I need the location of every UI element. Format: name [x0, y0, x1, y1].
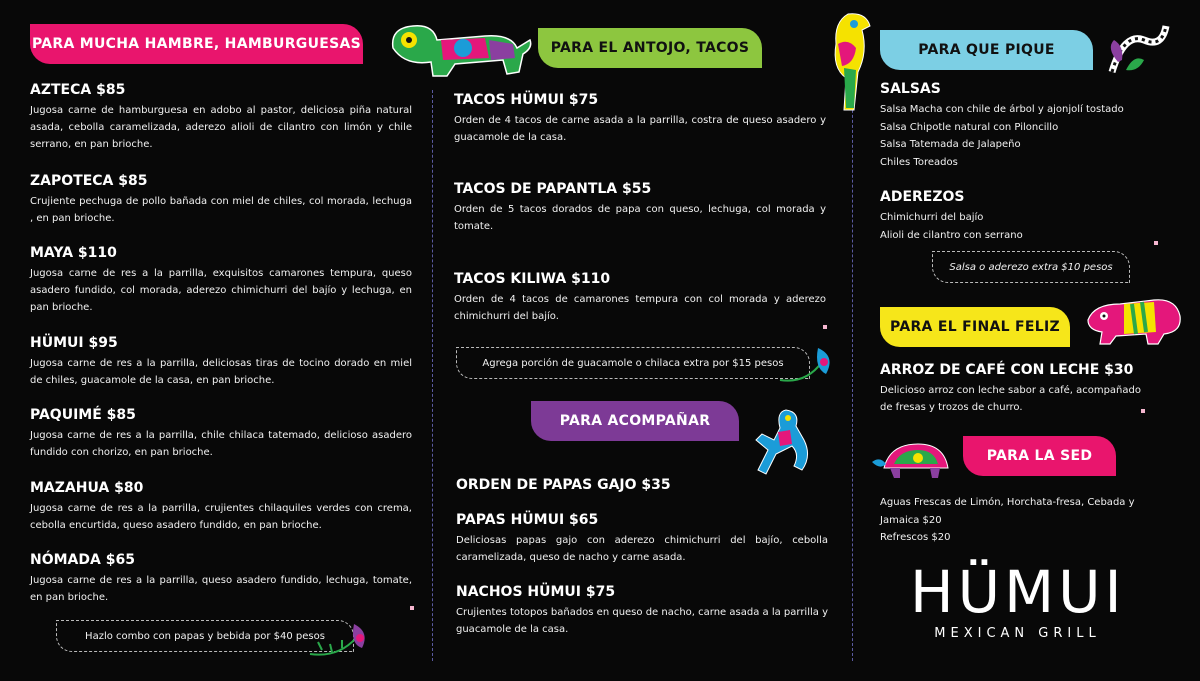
item-desc: Deliciosas papas gajo con aderezo chimichurri del bajío, cebolla caramelizada, queso de nacho y carne asada.	[456, 535, 828, 563]
bebidas-section	[880, 494, 1160, 547]
guac-note: Agrega porción de guacamole o chilaca extra por $15 pesos	[456, 347, 810, 379]
item-desc: Jugosa carne de res a la parrilla, crujientes chilaquiles verdes con crema, cebolla encurtida, queso asadero fundido, en pan brioche.	[30, 503, 412, 531]
list-item: Salsa Chipotle natural con Piloncillo	[880, 121, 1059, 133]
item-title: NÓMADA $65	[30, 552, 135, 568]
aderezos-section	[880, 189, 1160, 244]
sparkle	[1141, 409, 1145, 413]
menu-item	[456, 584, 828, 638]
header-acompanar: PARA ACOMPAÑAR	[531, 401, 739, 441]
item-title: MAZAHUA $80	[30, 480, 144, 496]
chameleon-icon	[1084, 286, 1184, 348]
menu-item	[454, 92, 826, 146]
menu-item	[454, 181, 826, 235]
list-item: Chiles Toreados	[880, 156, 958, 168]
item-title: PAQUIMÉ $85	[30, 407, 136, 423]
menu-item	[30, 552, 412, 606]
header-final-feliz: PARA EL FINAL FELIZ	[880, 307, 1070, 347]
item-desc: Jugosa carne de hamburguesa en adobo al pastor, deliciosa piña natural asada, cebolla caramelizada, aderezo alioli de cilantro con limón y chile serrano, en pan brioche.	[30, 105, 412, 150]
item-title: ARROZ DE CAFÉ CON LECHE $30	[880, 362, 1134, 378]
list-item: Refrescos $20	[880, 532, 951, 543]
extra-note: Salsa o aderezo extra $10 pesos	[932, 251, 1130, 283]
menu-item	[456, 512, 828, 566]
item-desc: Orden de 4 tacos de camarones tempura con col morada y aderezo chimichurri del bajío.	[454, 294, 826, 322]
parrot-icon	[818, 8, 880, 114]
list-item: Aguas Frescas de Limón, Horchata-fresa, Cebada y	[880, 497, 1135, 508]
item-desc: Orden de 5 tacos dorados de papa con queso, lechuga, col morada y tomate.	[454, 204, 826, 232]
serpent-icon	[1104, 12, 1176, 82]
lizard-icon	[746, 404, 818, 480]
item-title: TACOS DE PAPANTLA $55	[454, 181, 652, 197]
item-desc: Orden de 4 tacos de carne asada a la parrilla, costra de queso asadero y guacamole de la casa.	[454, 115, 826, 143]
sparkle	[823, 325, 827, 329]
menu-item	[454, 271, 826, 325]
menu-item	[30, 480, 412, 534]
column-divider	[852, 90, 853, 661]
item-desc: Jugosa carne de res a la parrilla, exquisitos camarones tempura, queso asadero fundido, col morada, aderezo chimichurri del bajío y lechuga, en pan brioche.	[30, 268, 412, 313]
header-pique: PARA QUE PIQUE	[880, 30, 1093, 70]
menu-item	[456, 477, 828, 497]
sparkle	[410, 606, 414, 610]
logo-name: HÜMUI	[910, 558, 1126, 626]
section-title: ADEREZOS	[880, 189, 965, 205]
item-title: MAYA $110	[30, 245, 117, 261]
section-title: SALSAS	[880, 81, 941, 97]
menu-item	[30, 82, 412, 153]
item-title: TACOS HÜMUI $75	[454, 92, 599, 108]
logo-subtitle: MEXICAN GRILL	[934, 626, 1101, 641]
sparkle	[1154, 241, 1158, 245]
list-item: Chimichurri del bajío	[880, 212, 984, 223]
menu-item	[30, 335, 412, 389]
item-desc: Crujiente pechuga de pollo bañada con miel de chiles, col morada, lechuga , en pan brioche.	[30, 196, 412, 224]
postre-item	[880, 362, 1150, 416]
list-item: Salsa Tatemada de Jalapeño	[880, 139, 1021, 150]
salsas-section	[880, 81, 1160, 171]
item-desc: Jugosa carne de res a la parrilla, deliciosas tiras de tocino dorado en miel de chiles, guacamole de la casa, en pan brioche.	[30, 358, 412, 386]
item-title: ZAPOTECA $85	[30, 173, 148, 189]
list-item: Alioli de cilantro con serrano	[880, 229, 1023, 241]
item-title: NACHOS HÜMUI $75	[456, 584, 616, 600]
flower-icon	[778, 344, 838, 390]
logo	[910, 560, 1125, 641]
list-item: Jamaica $20	[880, 514, 942, 526]
jaguar-icon	[385, 18, 533, 80]
combo-note: Hazlo combo con papas y bebida por $40 pesos	[56, 620, 354, 652]
item-desc: Jugosa carne de res a la parrilla, queso asadero fundido, lechuga, tomate, en pan brioche.	[30, 575, 412, 603]
item-desc: Crujientes totopos bañados en queso de nacho, carne asada a la parrilla y guacamole de la casa.	[456, 607, 828, 635]
item-desc: Jugosa carne de res a la parrilla, chile chilaca tatemado, delicioso asadero fundido con chorizo, en pan brioche.	[30, 430, 412, 458]
menu-item	[30, 173, 412, 227]
header-sed: PARA LA SED	[963, 436, 1116, 476]
item-title: HÜMUI $95	[30, 335, 118, 351]
item-title: AZTECA $85	[30, 82, 126, 98]
menu-item	[30, 245, 412, 316]
header-hamburguesas: PARA MUCHA HAMBRE, HAMBURGUESAS	[30, 24, 363, 64]
list-item: Salsa Macha con chile de árbol y ajonjolí tostado	[880, 104, 1124, 115]
header-tacos: PARA EL ANTOJO, TACOS	[538, 28, 762, 68]
item-title: ORDEN DE PAPAS GAJO $35	[456, 477, 671, 493]
item-title: PAPAS HÜMUI $65	[456, 512, 599, 528]
item-title: TACOS KILIWA $110	[454, 271, 611, 287]
menu-item	[30, 407, 412, 461]
column-divider	[432, 90, 433, 661]
item-desc: Delicioso arroz con leche sabor a café, acompañado de fresas y trozos de churro.	[880, 385, 1141, 413]
flower-icon	[308, 614, 374, 664]
turtle-icon	[870, 440, 954, 480]
